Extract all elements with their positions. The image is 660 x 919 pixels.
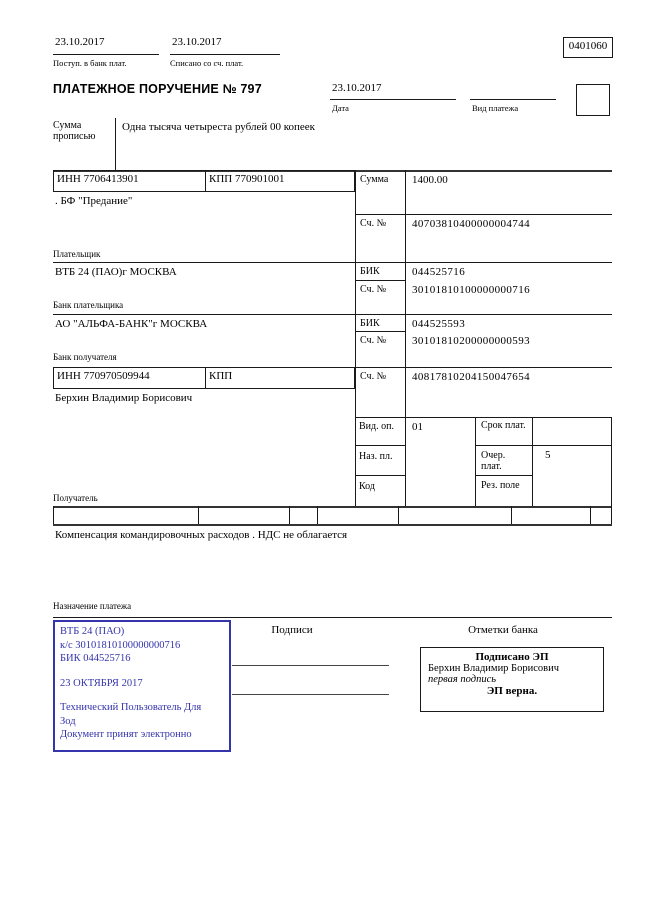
payee-inn-cell: ИНН 770970509944 (53, 367, 206, 389)
tax-field-cell (317, 506, 318, 524)
tax-field-cell (198, 506, 199, 524)
bank-marks-box (420, 647, 604, 712)
term-label: Срок плат. (481, 420, 526, 431)
tax-field-cell (511, 506, 512, 524)
amount-words-value: Одна тысяча четыреста рублей 00 копеек (122, 121, 316, 133)
received-in-bank-date: 23.10.2017 (55, 36, 105, 48)
optable-row2-border-left (355, 475, 405, 476)
payee-bank-bik-label: БИК (360, 318, 380, 329)
ep-verified: ЭП верна. (486, 685, 538, 697)
signature-line-2 (232, 694, 389, 695)
purpose-code-label: Наз. пл. (359, 451, 393, 462)
order-value: 5 (545, 449, 551, 461)
amount-words-divider (115, 118, 116, 170)
payer-section-border (53, 262, 612, 263)
payee-bank-label: Банк получателя (53, 352, 117, 362)
debited-label: Списано со сч. плат. (170, 58, 244, 68)
code-label: Код (359, 481, 375, 492)
payee-account: 40817810204150047654 (412, 371, 530, 383)
payee-label: Получатель (53, 493, 98, 503)
payee-account-label: Сч. № (360, 371, 387, 382)
optable-col-border-2 (532, 417, 533, 507)
sum-value: 1400.00 (412, 174, 448, 186)
right-section-left-border (355, 170, 356, 507)
payer-inn-cell: ИНН 7706413901 (53, 170, 206, 192)
sum-row-border (355, 214, 612, 215)
signatures-label: Подписи (271, 624, 313, 636)
payee-kpp-cell: КПП (205, 367, 355, 389)
payer-bank-account-label: Сч. № (360, 284, 387, 295)
tax-field-cell (590, 506, 591, 524)
payment-type-underline (470, 99, 556, 100)
payer-account-value: 40703810400000004744 (412, 218, 530, 230)
received-in-bank-label: Поступ. в банк плат. (53, 58, 127, 68)
payment-purpose-text: Компенсация командировочных расходов . НДС не облагается (55, 529, 348, 541)
op-type-label: Вид. оп. (359, 421, 394, 432)
stamp-accepted: Документ принят электронно (60, 729, 192, 740)
payer-kpp-cell: КПП 770901001 (205, 170, 355, 192)
bank-electronic-stamp (53, 620, 231, 752)
tax-field-cell (289, 506, 290, 524)
optable-row1-border-right (475, 445, 612, 446)
status-checkbox (576, 84, 610, 116)
amount-words-label: Сумма прописью (53, 120, 96, 142)
tax-row-bottom-border (53, 524, 612, 526)
date-underline (330, 99, 456, 100)
payer-bank-label: Банк плательщика (53, 300, 124, 310)
document-title: ПЛАТЕЖНОЕ ПОРУЧЕНИЕ № 797 (53, 82, 262, 96)
payer-bank-name: ВТБ 24 (ПАО)г МОСКВА (55, 266, 177, 278)
signed-ep-title: Подписано ЭП (475, 651, 549, 663)
stamp-bank-name: ВТБ 24 (ПАО) (60, 626, 125, 637)
optable-col-border-1 (475, 417, 476, 507)
stamp-date: 23 ОКТЯБРЯ 2017 (60, 677, 143, 689)
signature-kind: первая подпись (428, 674, 497, 685)
payer-bank-account: 30101810100000000716 (412, 284, 530, 296)
payee-bank-bik-cell-border (355, 331, 405, 332)
payee-name: Берхин Владимир Борисович (55, 392, 193, 404)
document-date: 23.10.2017 (332, 82, 382, 94)
sum-label: Сумма (360, 174, 389, 185)
stamp-gap (60, 666, 224, 677)
op-type-value: 01 (412, 421, 423, 433)
stamp-user-line1: Технический Пользователь Для (60, 702, 202, 713)
debited-date: 23.10.2017 (172, 36, 222, 48)
payee-bank-bik: 044525593 (412, 318, 466, 330)
payee-bank-account: 30101810200000000593 (412, 335, 530, 347)
payer-name: . БФ "Предание" (55, 195, 133, 207)
payer-label: Плательщик (53, 249, 101, 259)
received-date-underline (53, 54, 159, 55)
payment-purpose-label: Назначение платежа (53, 601, 132, 611)
stamp-corr-account: к/с 30101810100000000716 (60, 639, 181, 651)
signer-name: Берхин Владимир Борисович (428, 663, 559, 674)
date-label: Дата (332, 103, 349, 113)
tax-field-cell (53, 506, 54, 524)
payer-account-label: Сч. № (360, 218, 387, 229)
payee-bank-name: АО "АЛЬФА-БАНК"г МОСКВА (55, 318, 208, 330)
debited-date-underline (170, 54, 280, 55)
signature-line-1 (232, 665, 389, 666)
tax-field-cell (611, 506, 612, 524)
bank-marks-label: Отметки банка (468, 624, 538, 636)
stamp-bik: БИК 044525716 (60, 653, 131, 664)
optable-row1-border-left (355, 445, 405, 446)
reserve-label: Рез. поле (481, 480, 520, 491)
form-code-box: 0401060 (563, 37, 613, 58)
tax-row-top-border (53, 506, 612, 508)
order-label: Очер. плат. (481, 450, 506, 472)
optable-right-border (611, 417, 612, 507)
right-section-label-border (405, 170, 406, 507)
payer-bank-bik-cell-border (355, 280, 405, 281)
signature-section-border (53, 617, 612, 618)
payment-type-label: Вид платежа (472, 103, 519, 113)
stamp-gap (60, 690, 224, 701)
payee-bank-account-label: Сч. № (360, 335, 387, 346)
stamp-user-line2: Зод (60, 715, 76, 727)
tax-field-cell (398, 506, 399, 524)
payer-bank-bik-label: БИК (360, 266, 380, 277)
payer-bank-section-border (53, 314, 612, 315)
optable-top-border (355, 417, 612, 418)
optable-row2-border-right (475, 475, 532, 476)
payer-bank-bik: 044525716 (412, 266, 466, 278)
